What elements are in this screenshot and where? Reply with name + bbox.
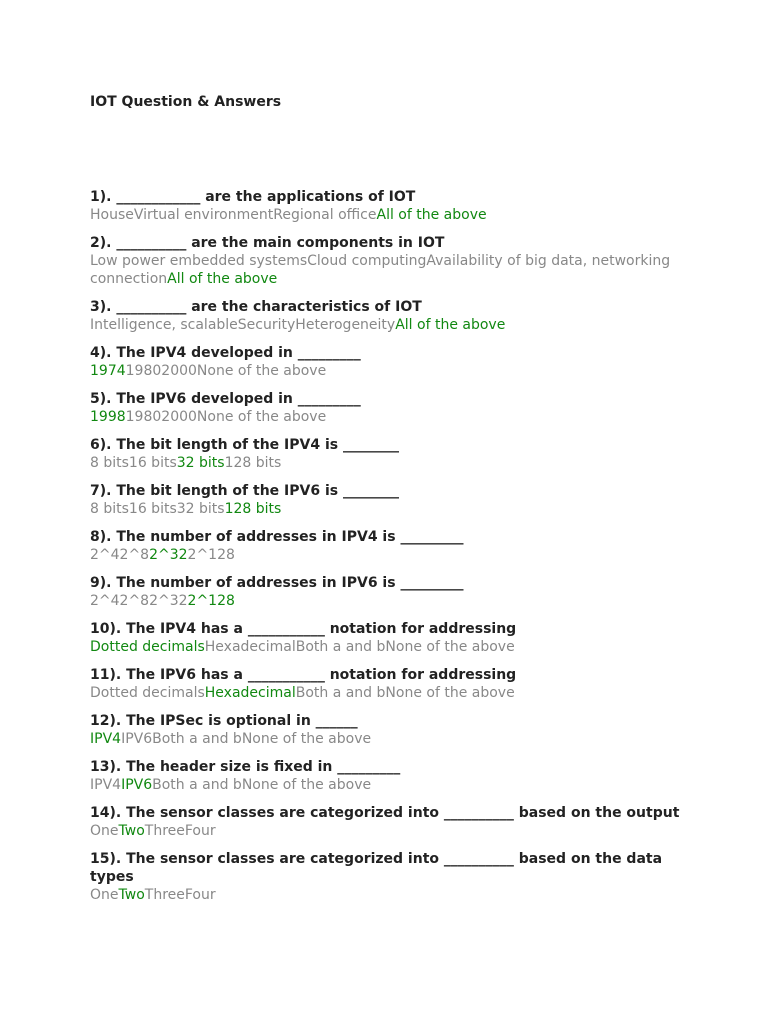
answer-option: 2^8	[119, 593, 150, 609]
answer-option: 2^128	[187, 547, 235, 563]
correct-answer-option: 32 bits	[176, 455, 225, 471]
answer-options	[90, 500, 680, 518]
question-text: 6). The bit length of the IPV4 is ________	[90, 437, 399, 453]
correct-answer-option: 1974	[90, 363, 126, 379]
answer-option: Both a and b	[295, 685, 386, 701]
answer-option: None of the above	[196, 409, 327, 425]
answer-options	[90, 776, 680, 794]
answer-option: IPV4	[90, 777, 122, 793]
answer-option: None of the above	[385, 685, 515, 701]
question-text: 5). The IPV6 developed in _________	[90, 391, 361, 407]
question-item	[90, 620, 680, 656]
answer-option: Both a and b	[152, 777, 242, 793]
answer-option: 2000	[161, 363, 197, 379]
question-text: 4). The IPV4 developed in _________	[90, 345, 361, 361]
answer-options	[90, 546, 680, 564]
answer-option: None of the above	[196, 363, 327, 379]
answer-option: 1980	[125, 409, 162, 425]
question-text: 1). ____________ are the applications of IOT	[90, 189, 416, 205]
answer-option: Four	[184, 823, 216, 839]
answer-option: One	[90, 823, 119, 839]
answer-option: 8 bits	[90, 501, 129, 517]
answer-options	[90, 454, 680, 472]
answer-options	[90, 362, 680, 380]
title-prefix: IOT	[90, 94, 117, 110]
answer-options	[90, 638, 680, 656]
question-item	[90, 804, 680, 840]
answer-option: Both a and b	[295, 639, 386, 655]
question-item	[90, 188, 680, 224]
question-item	[90, 528, 680, 564]
answer-option: 2^8	[119, 547, 150, 563]
correct-answer-option: Dotted decimals	[90, 639, 205, 655]
question-text: 14). The sensor classes are categorized into __________ based on the output	[90, 805, 680, 821]
question-text: 2). __________ are the main components in IOT	[90, 235, 445, 251]
question-text: 8). The number of addresses in IPV4 is _________	[90, 529, 464, 545]
answer-option: 1980	[125, 363, 162, 379]
answer-options	[90, 252, 680, 288]
answer-option: Virtual environment	[133, 207, 274, 223]
question-text: 11). The IPV6 has a ___________ notation for addressing	[90, 667, 517, 683]
question-text: 15). The sensor classes are categorized into __________ based on the data types	[90, 851, 663, 885]
question-item	[90, 344, 680, 380]
answer-option: 8 bits	[90, 455, 129, 471]
correct-answer-option: Two	[118, 887, 145, 903]
answer-option: 2^32	[149, 593, 188, 609]
question-text: 9). The number of addresses in IPV6 is _________	[90, 575, 464, 591]
question-text: 10). The IPV4 has a ___________ notation for addressing	[90, 621, 517, 637]
question-item	[90, 234, 680, 288]
answer-option: Three	[144, 823, 185, 839]
answer-option: Regional office	[273, 207, 377, 223]
answer-option: Low power embedded systems	[90, 253, 308, 269]
answer-options	[90, 730, 680, 748]
document-title	[90, 93, 680, 111]
answer-option: Security	[237, 317, 296, 333]
question-item	[90, 298, 680, 334]
answer-option: Heterogeneity	[295, 317, 396, 333]
answer-option: 32 bits	[176, 501, 225, 517]
answer-options	[90, 592, 680, 610]
correct-answer-option: All of the above	[167, 271, 278, 287]
answer-option: Dotted decimals	[90, 685, 205, 701]
answer-option: None of the above	[241, 731, 372, 747]
question-item	[90, 390, 680, 426]
question-text: 12). The IPSec is optional in ______	[90, 713, 358, 729]
question-item	[90, 850, 680, 904]
question-list	[90, 188, 680, 904]
answer-option: Availability of big data, networking connection	[90, 253, 671, 287]
answer-options	[90, 684, 680, 702]
answer-option: Cloud computing	[307, 253, 427, 269]
answer-options	[90, 316, 680, 334]
question-item	[90, 436, 680, 472]
answer-option: Hexadecimal	[204, 639, 296, 655]
answer-options	[90, 206, 680, 224]
answer-options	[90, 408, 680, 426]
question-item	[90, 758, 680, 794]
answer-option: Three	[144, 887, 185, 903]
answer-option: 2000	[161, 409, 197, 425]
correct-answer-option: Two	[118, 823, 145, 839]
correct-answer-option: All of the above	[395, 317, 506, 333]
correct-answer-option: IPV6	[121, 777, 153, 793]
correct-answer-option: 1998	[90, 409, 126, 425]
correct-answer-option: 128 bits	[224, 501, 282, 517]
question-item	[90, 574, 680, 610]
title-rest: Question & Answers	[121, 94, 282, 110]
correct-answer-option: IPV4	[90, 731, 122, 747]
answer-option: 16 bits	[128, 455, 177, 471]
correct-answer-option: 2^128	[187, 593, 235, 609]
answer-option: House	[90, 207, 134, 223]
question-text: 7). The bit length of the IPV6 is ________	[90, 483, 399, 499]
answer-option: 16 bits	[128, 501, 177, 517]
answer-option: Four	[184, 887, 216, 903]
answer-option: None of the above	[241, 777, 372, 793]
correct-answer-option: Hexadecimal	[204, 685, 296, 701]
question-text: 3). __________ are the characteristics of IOT	[90, 299, 422, 315]
answer-option: One	[90, 887, 119, 903]
correct-answer-option: All of the above	[376, 207, 487, 223]
answer-option: IPV6	[121, 731, 153, 747]
answer-option: 2^4	[90, 547, 120, 563]
answer-options	[90, 886, 680, 904]
question-item	[90, 482, 680, 518]
answer-options	[90, 822, 680, 840]
question-text: 13). The header size is fixed in _________	[90, 759, 401, 775]
answer-option: Both a and b	[152, 731, 242, 747]
correct-answer-option: 2^32	[149, 547, 188, 563]
answer-option: 128 bits	[224, 455, 282, 471]
answer-option: Intelligence, scalable	[90, 317, 238, 333]
question-item	[90, 666, 680, 702]
answer-option: None of the above	[385, 639, 515, 655]
answer-option: 2^4	[90, 593, 120, 609]
document-page	[90, 93, 680, 914]
question-item	[90, 712, 680, 748]
